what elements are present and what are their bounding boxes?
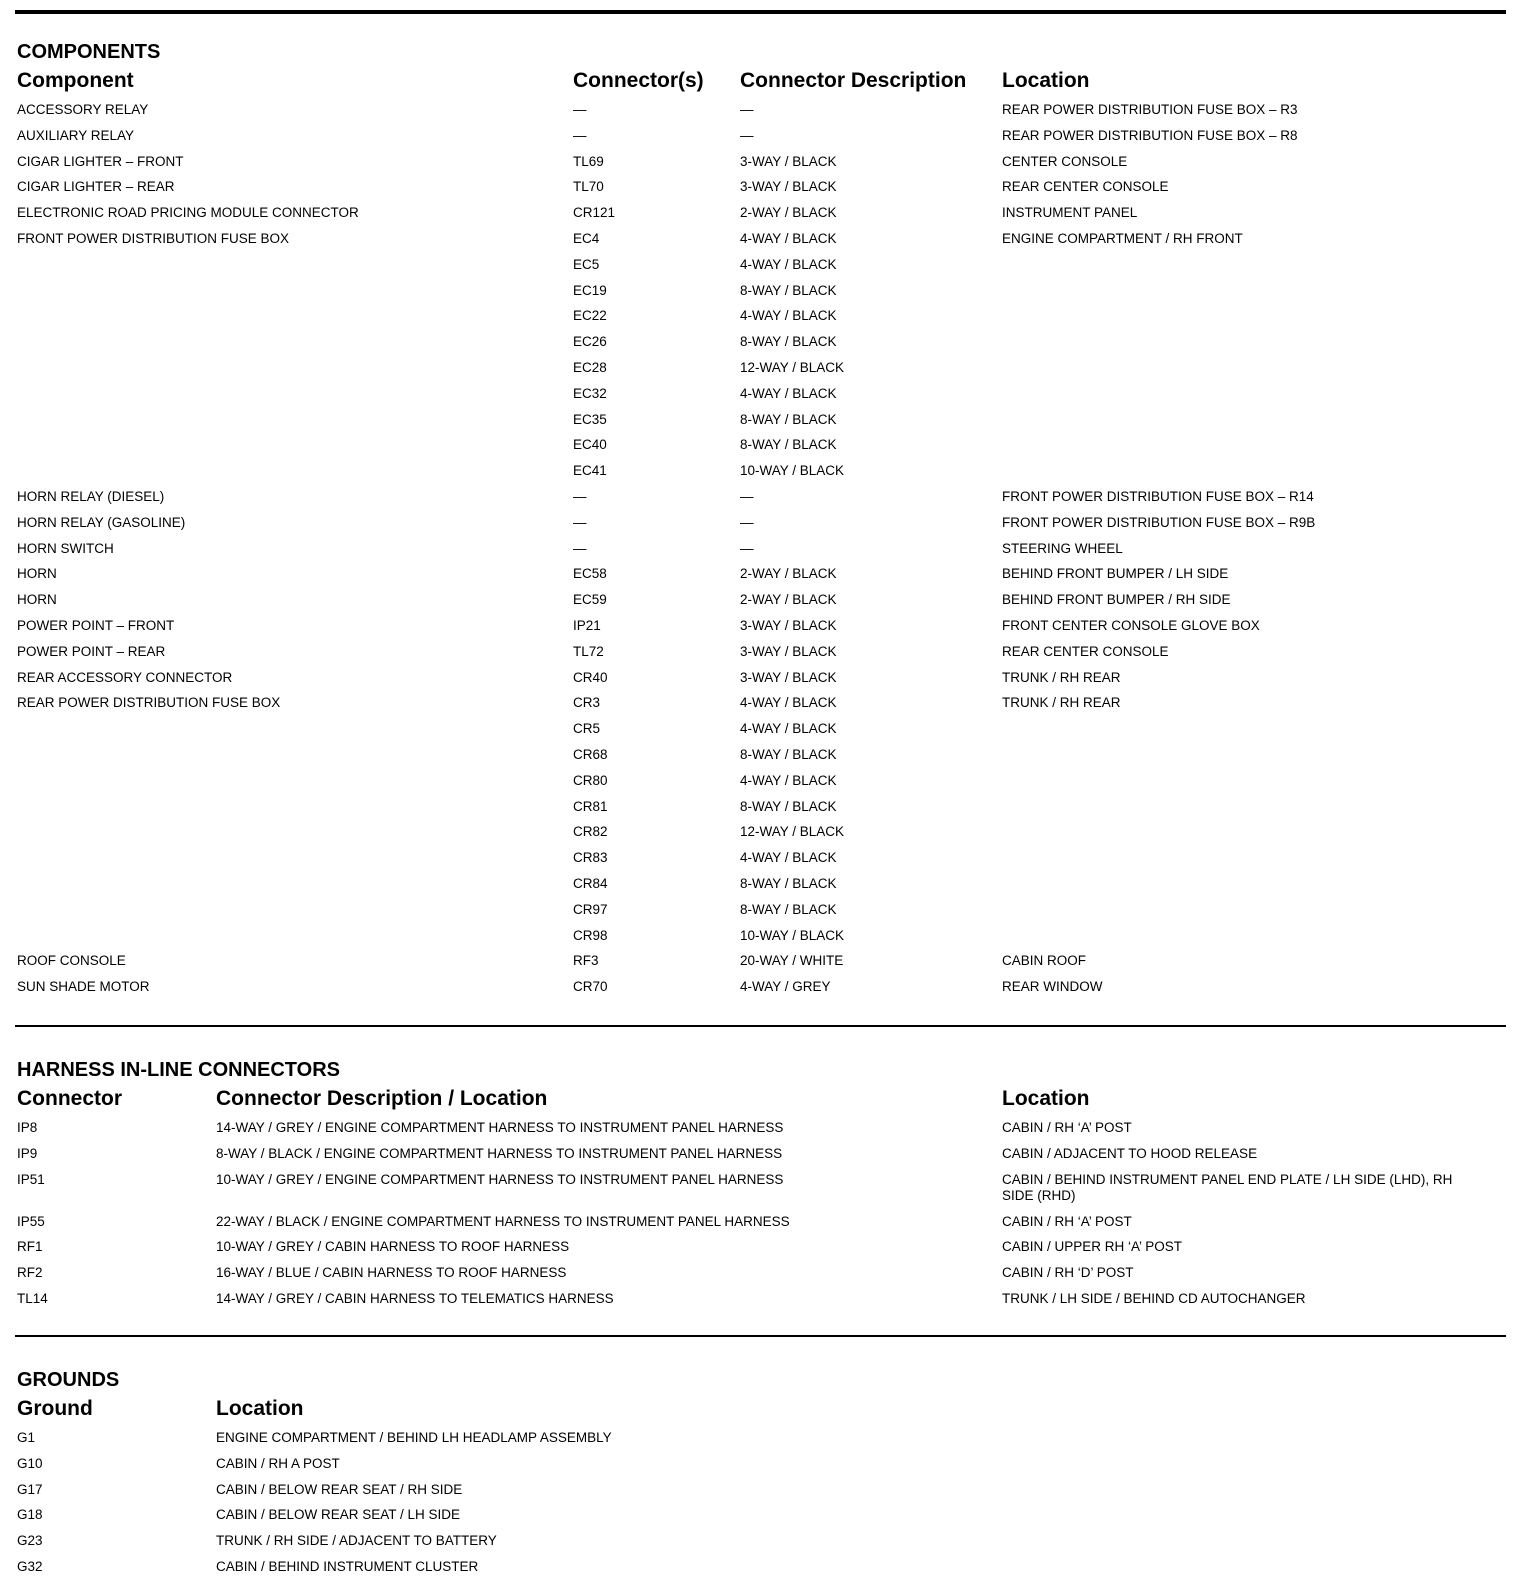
component-cell: SUN SHADE MOTOR	[17, 979, 150, 995]
table-row	[17, 412, 1506, 438]
connector-description-cell: —	[740, 488, 754, 504]
connector-cell: CR82	[573, 824, 608, 840]
table-row	[17, 257, 1506, 283]
table-row	[17, 644, 1506, 670]
connector-description-cell: 4-WAY / BLACK	[740, 256, 837, 272]
connector-cell: —	[573, 540, 587, 556]
table-row	[17, 670, 1506, 696]
location-cell: TRUNK / RH SIDE / ADJACENT TO BATTERY	[216, 1533, 497, 1549]
connector-cell: TL14	[17, 1290, 48, 1306]
location-cell: CABIN / RH A POST	[216, 1455, 340, 1471]
connector-cell: TL70	[573, 179, 604, 195]
table-row	[17, 489, 1506, 515]
table-row	[17, 979, 1506, 1005]
divider-components	[15, 1025, 1506, 1027]
connector-cell: IP9	[17, 1145, 38, 1161]
location-cell: TRUNK / RH REAR	[1002, 695, 1121, 711]
connector-description-cell: 3-WAY / BLACK	[740, 669, 837, 685]
connector-description-cell: 3-WAY / BLACK	[740, 617, 837, 633]
table-row	[17, 902, 1506, 928]
connector-cell: —	[573, 127, 587, 143]
connector-description-cell: 4-WAY / BLACK	[740, 721, 837, 737]
table-row	[17, 283, 1506, 309]
table-row	[17, 1214, 1506, 1240]
table-row	[17, 618, 1506, 644]
location-cell: CABIN / UPPER RH ‘A’ POST	[1002, 1239, 1183, 1255]
location-cell: CABIN / BELOW REAR SEAT / LH SIDE	[216, 1507, 461, 1523]
grounds-header-ground: Ground	[17, 1397, 93, 1420]
table-row	[17, 179, 1506, 205]
component-cell: POWER POINT – FRONT	[17, 617, 175, 633]
connector-description-cell: 4-WAY / BLACK	[740, 695, 837, 711]
connector-description-cell: 4-WAY / BLACK	[740, 850, 837, 866]
table-row	[17, 747, 1506, 773]
harness-header-row	[17, 1084, 1506, 1120]
component-cell: HORN RELAY (DIESEL)	[17, 488, 165, 504]
divider-harness	[15, 1335, 1506, 1337]
component-cell: FRONT POWER DISTRIBUTION FUSE BOX	[17, 230, 290, 246]
top-rule	[15, 10, 1506, 14]
components-header-connectors: Connector(s)	[573, 69, 704, 92]
component-cell: ELECTRONIC ROAD PRICING MODULE CONNECTOR	[17, 205, 359, 221]
table-row	[17, 386, 1506, 412]
connector-description-cell: 10-WAY / BLACK	[740, 927, 845, 943]
connector-cell: EC41	[573, 463, 607, 479]
location-cell: REAR POWER DISTRIBUTION FUSE BOX – R3	[1002, 102, 1298, 117]
table-row	[17, 1456, 1506, 1482]
connector-cell: CR68	[573, 746, 608, 762]
location-cell: REAR CENTER CONSOLE	[1002, 643, 1169, 659]
connector-description-cell: 3-WAY / BLACK	[740, 153, 837, 169]
table-row	[17, 515, 1506, 541]
location-cell: TRUNK / RH REAR	[1002, 669, 1121, 685]
grounds-header-row	[17, 1394, 1506, 1430]
table-row	[17, 592, 1506, 618]
connector-cell: CR121	[573, 205, 616, 221]
table-row	[17, 128, 1506, 154]
connector-cell: EC22	[573, 308, 607, 324]
connector-cell: RF3	[573, 953, 599, 969]
table-row	[17, 824, 1506, 850]
description-location-cell: 14-WAY / GREY / CABIN HARNESS TO TELEMATICS HARNESS	[216, 1290, 614, 1306]
grounds-header-location: Location	[216, 1397, 304, 1420]
connector-cell: CR3	[573, 695, 601, 711]
location-cell: BEHIND FRONT BUMPER / LH SIDE	[1002, 566, 1229, 582]
table-row	[17, 1172, 1506, 1214]
connector-cell: EC19	[573, 282, 607, 298]
description-location-cell: 22-WAY / BLACK / ENGINE COMPARTMENT HARNESS TO INSTRUMENT PANEL HARNESS	[216, 1213, 790, 1229]
connector-cell: CR70	[573, 979, 608, 995]
connector-description-cell: 8-WAY / BLACK	[740, 746, 837, 762]
connector-description-cell: 4-WAY / GREY	[740, 979, 831, 995]
table-row	[17, 695, 1506, 721]
table-row	[17, 437, 1506, 463]
location-cell: FRONT POWER DISTRIBUTION FUSE BOX – R9B	[1002, 514, 1316, 530]
connector-cell: EC35	[573, 411, 607, 427]
connector-description-cell: —	[740, 102, 754, 117]
component-cell: AUXILIARY RELAY	[17, 127, 135, 143]
connector-cell: EC58	[573, 566, 607, 582]
ground-cell: G1	[17, 1430, 36, 1445]
table-row	[17, 541, 1506, 567]
connector-cell: EC28	[573, 359, 607, 375]
harness-header-description-location: Connector Description / Location	[216, 1087, 548, 1110]
connector-description-cell: 8-WAY / BLACK	[740, 901, 837, 917]
connector-description-cell: 8-WAY / BLACK	[740, 875, 837, 891]
connector-description-cell: —	[740, 540, 754, 556]
connector-description-cell: 4-WAY / BLACK	[740, 230, 837, 246]
connector-cell: RF1	[17, 1239, 43, 1255]
location-cell: ENGINE COMPARTMENT / RH FRONT	[1002, 230, 1243, 246]
description-location-cell: 14-WAY / GREY / ENGINE COMPARTMENT HARNESS TO INSTRUMENT PANEL HARNESS	[216, 1120, 784, 1135]
components-header-component: Component	[17, 69, 134, 92]
connector-description-cell: 8-WAY / BLACK	[740, 798, 837, 814]
connector-cell: CR84	[573, 875, 608, 891]
location-cell: TRUNK / LH SIDE / BEHIND CD AUTOCHANGER	[1002, 1290, 1306, 1306]
component-cell: HORN	[17, 592, 57, 608]
table-row	[17, 334, 1506, 360]
connector-cell: CR83	[573, 850, 608, 866]
connector-description-cell: 3-WAY / BLACK	[740, 643, 837, 659]
location-cell: CABIN / ADJACENT TO HOOD RELEASE	[1002, 1145, 1258, 1161]
components-header-connector-description: Connector Description	[740, 69, 967, 92]
connector-cell: EC4	[573, 230, 600, 246]
component-cell: CIGAR LIGHTER – FRONT	[17, 153, 184, 169]
component-cell: ACCESSORY RELAY	[17, 102, 149, 117]
connector-cell: CR40	[573, 669, 608, 685]
component-cell: POWER POINT – REAR	[17, 643, 166, 659]
location-cell: CENTER CONSOLE	[1002, 153, 1128, 169]
ground-cell: G18	[17, 1507, 43, 1523]
connector-description-cell: 12-WAY / BLACK	[740, 824, 845, 840]
table-row	[17, 1482, 1506, 1508]
connector-cell: —	[573, 102, 587, 117]
description-location-cell: 8-WAY / BLACK / ENGINE COMPARTMENT HARNESS TO INSTRUMENT PANEL HARNESS	[216, 1145, 783, 1161]
table-row	[17, 308, 1506, 334]
table-row	[17, 928, 1506, 954]
location-cell: REAR CENTER CONSOLE	[1002, 179, 1169, 195]
location-cell: CABIN ROOF	[1002, 953, 1087, 969]
description-location-cell: 10-WAY / GREY / ENGINE COMPARTMENT HARNESS TO INSTRUMENT PANEL HARNESS	[216, 1171, 784, 1187]
connector-cell: EC5	[573, 256, 600, 272]
connector-cell: EC26	[573, 334, 607, 350]
connector-description-cell: 2-WAY / BLACK	[740, 592, 837, 608]
location-cell: FRONT POWER DISTRIBUTION FUSE BOX – R14	[1002, 488, 1314, 504]
description-location-cell: 10-WAY / GREY / CABIN HARNESS TO ROOF HARNESS	[216, 1239, 570, 1255]
table-row	[17, 1430, 1506, 1456]
components-title: COMPONENTS	[17, 41, 161, 63]
connector-cell: CR81	[573, 798, 608, 814]
location-cell: CABIN / RH ‘A’ POST	[1002, 1213, 1132, 1229]
connector-cell: CR5	[573, 721, 601, 737]
table-row	[17, 1265, 1506, 1291]
ground-cell: G10	[17, 1455, 43, 1471]
connector-description-cell: 4-WAY / BLACK	[740, 772, 837, 788]
ground-cell: G32	[17, 1558, 43, 1574]
ground-cell: G17	[17, 1481, 43, 1497]
table-row	[17, 1533, 1506, 1559]
location-cell: CABIN / BELOW REAR SEAT / RH SIDE	[216, 1481, 463, 1497]
connector-cell: CR80	[573, 772, 608, 788]
connector-cell: TL72	[573, 643, 604, 659]
components-header-row	[17, 66, 1506, 102]
location-cell: CABIN / BEHIND INSTRUMENT CLUSTER	[216, 1558, 479, 1574]
location-cell: REAR WINDOW	[1002, 979, 1103, 995]
location-cell: STEERING WHEEL	[1002, 540, 1123, 556]
components-header-location: Location	[1002, 69, 1090, 92]
table-row	[17, 721, 1506, 747]
table-row	[17, 205, 1506, 231]
description-location-cell: 16-WAY / BLUE / CABIN HARNESS TO ROOF HARNESS	[216, 1265, 567, 1281]
grounds-title: GROUNDS	[17, 1369, 120, 1391]
table-row	[17, 154, 1506, 180]
table-row	[17, 953, 1506, 979]
table-row	[17, 773, 1506, 799]
table-row	[17, 463, 1506, 489]
component-cell: ROOF CONSOLE	[17, 953, 126, 969]
table-row	[17, 360, 1506, 386]
table-row	[17, 102, 1506, 128]
table-row	[17, 1239, 1506, 1265]
component-cell: HORN SWITCH	[17, 540, 114, 556]
connector-cell: CR98	[573, 927, 608, 943]
harness-table-body	[17, 1120, 1506, 1317]
location-cell: CABIN / RH ‘D’ POST	[1002, 1265, 1134, 1281]
connector-description-cell: 20-WAY / WHITE	[740, 953, 844, 969]
components-section	[17, 38, 1506, 1005]
location-cell: FRONT CENTER CONSOLE GLOVE BOX	[1002, 617, 1260, 633]
component-cell: HORN RELAY (GASOLINE)	[17, 514, 186, 530]
connector-description-cell: 8-WAY / BLACK	[740, 437, 837, 453]
connector-description-cell: 2-WAY / BLACK	[740, 205, 837, 221]
connector-cell: TL69	[573, 153, 604, 169]
connector-description-cell: 4-WAY / BLACK	[740, 308, 837, 324]
connector-description-cell: 8-WAY / BLACK	[740, 411, 837, 427]
grounds-table-body	[17, 1430, 1506, 1585]
connector-cell: IP55	[17, 1213, 45, 1229]
connector-cell: —	[573, 514, 587, 530]
table-row	[17, 566, 1506, 592]
location-cell: BEHIND FRONT BUMPER / RH SIDE	[1002, 592, 1231, 608]
table-row	[17, 1291, 1506, 1317]
table-row	[17, 1507, 1506, 1533]
table-row	[17, 231, 1506, 257]
connector-cell: RF2	[17, 1265, 43, 1281]
connector-description-cell: 10-WAY / BLACK	[740, 463, 845, 479]
grounds-section	[17, 1366, 1506, 1585]
component-cell: HORN	[17, 566, 57, 582]
connector-description-cell: 4-WAY / BLACK	[740, 385, 837, 401]
connector-description-cell: —	[740, 514, 754, 530]
table-row	[17, 876, 1506, 902]
component-cell: REAR ACCESSORY CONNECTOR	[17, 669, 233, 685]
harness-header-connector: Connector	[17, 1087, 122, 1110]
connector-cell: IP8	[17, 1120, 38, 1135]
table-row	[17, 799, 1506, 825]
connector-description-cell: —	[740, 127, 754, 143]
harness-title: HARNESS IN-LINE CONNECTORS	[17, 1059, 340, 1081]
location-cell: REAR POWER DISTRIBUTION FUSE BOX – R8	[1002, 127, 1298, 143]
connector-description-cell: 8-WAY / BLACK	[740, 282, 837, 298]
components-table-body	[17, 102, 1506, 1005]
harness-header-location: Location	[1002, 1087, 1090, 1110]
table-row	[17, 1146, 1506, 1172]
connector-description-cell: 12-WAY / BLACK	[740, 359, 845, 375]
connector-description-cell: 3-WAY / BLACK	[740, 179, 837, 195]
location-cell: INSTRUMENT PANEL	[1002, 205, 1138, 221]
location-cell: ENGINE COMPARTMENT / BEHIND LH HEADLAMP ASSEMBLY	[216, 1430, 612, 1445]
connector-cell: CR97	[573, 901, 608, 917]
connector-cell: IP51	[17, 1171, 45, 1187]
connector-cell: EC32	[573, 385, 607, 401]
table-row	[17, 850, 1506, 876]
table-row	[17, 1559, 1506, 1585]
harness-section	[17, 1056, 1506, 1317]
ground-cell: G23	[17, 1533, 43, 1549]
location-cell: CABIN / RH ‘A’ POST	[1002, 1120, 1132, 1135]
connector-cell: EC40	[573, 437, 607, 453]
component-cell: REAR POWER DISTRIBUTION FUSE BOX	[17, 695, 281, 711]
table-row	[17, 1120, 1506, 1146]
connector-description-cell: 2-WAY / BLACK	[740, 566, 837, 582]
component-cell: CIGAR LIGHTER – REAR	[17, 179, 175, 195]
connector-cell: —	[573, 488, 587, 504]
connector-description-cell: 8-WAY / BLACK	[740, 334, 837, 350]
connector-cell: EC59	[573, 592, 607, 608]
location-cell: CABIN / BEHIND INSTRUMENT PANEL END PLATE / LH SIDE (LHD), RH SIDE (RHD)	[1002, 1171, 1453, 1203]
connector-cell: IP21	[573, 617, 601, 633]
